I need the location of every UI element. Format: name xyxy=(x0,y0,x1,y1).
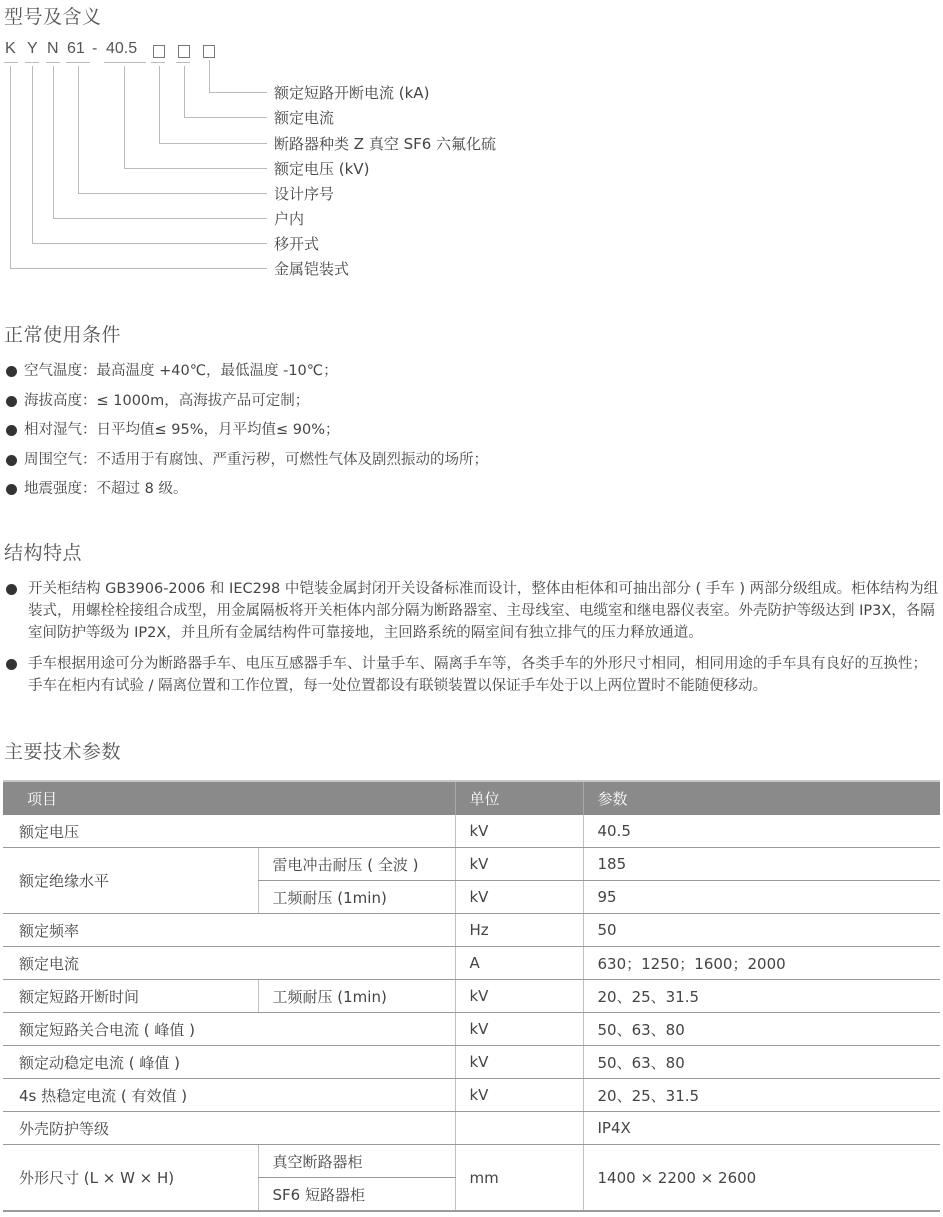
cell-unit: mm xyxy=(455,1145,583,1212)
cell-value: 50、63、80 xyxy=(583,1013,940,1046)
cell-value: 20、25、31.5 xyxy=(583,1079,940,1112)
table-row xyxy=(3,1112,940,1145)
header-item: 项目 xyxy=(3,781,455,815)
table-row xyxy=(3,1013,940,1046)
cell-item: 额定绝缘水平 xyxy=(3,848,258,914)
underline xyxy=(176,62,190,63)
cell-sub-item: SF6 短路器柜 xyxy=(258,1178,455,1212)
condition-seismic: 地震强度：不超过 8 级。 xyxy=(24,481,188,497)
table-header-row xyxy=(3,781,940,815)
cell-unit: kV xyxy=(455,881,583,914)
list-item xyxy=(6,360,488,390)
connector-line xyxy=(32,243,267,244)
label-rated-current: 额定电流 xyxy=(274,109,335,127)
model-code-diagram xyxy=(0,36,560,286)
cell-unit: kV xyxy=(455,1046,583,1079)
table-row xyxy=(3,1145,940,1178)
cell-sub-item: 雷电冲击耐压 ( 全波 ) xyxy=(258,848,455,881)
cell-sub-item: 真空断路器柜 xyxy=(258,1145,455,1178)
placeholder-box-breaker xyxy=(153,45,165,58)
cell-item: 4s 热稳定电流 ( 有效值 ) xyxy=(3,1079,455,1112)
feature-structure: 开关柜结构 GB3906-2006 和 IEC298 中铠装金属封闭开关设备标准而设计，整体由柜体和可抽出部分 ( 手车 ) 两部分级组成。柜体结构为组装式，用螺栓栓接组合成型，用金属隔板将开关柜体内部分隔为断路器室、主母线室、电缆室和继电器仪表室。外壳防护等级达到 IP3X，各隔室间防护等级为 IP2X，并且所有金属结构件可靠接地，主回路系统的隔室间有独立排气的压力释放通道。 xyxy=(28,581,939,641)
cell-value: 40.5 xyxy=(583,815,940,848)
connector-line xyxy=(53,218,267,219)
label-breaker-type: 断路器种类 Z 真空 SF6 六氟化硫 xyxy=(274,135,497,153)
placeholder-box-current xyxy=(178,45,190,58)
label-metal-clad: 金属铠装式 xyxy=(274,260,350,278)
table-row xyxy=(3,848,940,881)
cell-value: IP4X xyxy=(583,1112,940,1145)
connector-line xyxy=(32,66,33,243)
bullet-icon xyxy=(6,396,17,407)
code-seq: 61 xyxy=(67,40,85,57)
cell-unit: kV xyxy=(455,815,583,848)
table-row xyxy=(3,815,940,848)
cell-sub-item: 工频耐压 (1min) xyxy=(258,980,455,1013)
cell-value: 20、25、31.5 xyxy=(583,980,940,1013)
condition-altitude: 海拔高度：≤ 1000m，高海拔产品可定制； xyxy=(24,392,310,409)
bullet-icon xyxy=(6,455,17,466)
cell-item: 外壳防护等级 xyxy=(3,1112,455,1145)
connector-line xyxy=(78,66,79,193)
cell-value: 95 xyxy=(583,881,940,914)
cell-value: 630；1250；1600；2000 xyxy=(583,947,940,980)
condition-humidity: 相对湿气：日平均值≤ 95%，月平均值≤ 90%； xyxy=(24,422,340,438)
cell-value: 50 xyxy=(583,914,940,947)
underline xyxy=(4,62,18,63)
bullet-icon xyxy=(6,584,17,595)
cell-value: 1400 × 2200 × 2600 xyxy=(583,1145,940,1212)
params-section-title: 主要技术参数 xyxy=(4,741,122,763)
list-item xyxy=(6,449,488,479)
list-item xyxy=(6,419,488,449)
cell-item: 额定短路关合电流 ( 峰值 ) xyxy=(3,1013,455,1046)
label-withdrawable: 移开式 xyxy=(274,235,320,253)
underline xyxy=(46,62,60,63)
connector-line xyxy=(10,268,267,269)
table-row xyxy=(3,1046,940,1079)
features-list xyxy=(6,578,941,706)
underline xyxy=(25,62,39,63)
cell-item: 额定电压 xyxy=(3,815,455,848)
cell-unit xyxy=(455,1112,583,1145)
underline xyxy=(104,62,146,63)
bullet-icon xyxy=(6,484,17,495)
cell-unit: A xyxy=(455,947,583,980)
code-n: N xyxy=(47,40,59,57)
connector-line xyxy=(53,66,54,218)
label-breaking-current: 额定短路开断电流 (kA) xyxy=(274,84,430,102)
placeholder-box-breaking xyxy=(203,45,215,58)
code-k: K xyxy=(5,40,16,57)
model-section-title: 型号及含义 xyxy=(4,6,102,28)
underline xyxy=(151,62,165,63)
code-voltage: 40.5 xyxy=(106,40,138,57)
list-item xyxy=(6,653,941,697)
label-indoor: 户内 xyxy=(274,210,305,228)
cell-item: 额定频率 xyxy=(3,914,455,947)
cell-unit: kV xyxy=(455,1013,583,1046)
bullet-icon xyxy=(6,366,17,377)
connector-line xyxy=(159,143,267,144)
underline xyxy=(66,62,90,63)
connector-line xyxy=(78,193,267,194)
conditions-section-title: 正常使用条件 xyxy=(4,324,122,346)
conditions-list xyxy=(6,360,488,508)
features-section-title: 结构特点 xyxy=(4,542,83,564)
feature-trolley: 手车根据用途可分为断路器手车、电压互感器手车、计量手车、隔离手车等，各类手车的外形尺寸相同，相同用途的手车具有良好的互换性；手车在柜内有试验 / 隔离位置和工作位置，每一处位置都设有联锁装置以保证手车处于以上两位置时不能随便移动。 xyxy=(28,656,927,694)
connector-line xyxy=(124,66,125,168)
cell-unit: kV xyxy=(455,1079,583,1112)
list-item xyxy=(6,478,488,508)
table-row xyxy=(3,1079,940,1112)
connector-line xyxy=(10,66,11,268)
cell-unit: kV xyxy=(455,980,583,1013)
cell-sub-item: 工频耐压 (1min) xyxy=(258,881,455,914)
cell-value: 185 xyxy=(583,848,940,881)
connector-line xyxy=(184,117,267,118)
connector-line xyxy=(159,66,160,143)
list-item xyxy=(6,390,488,420)
connector-line xyxy=(209,60,210,92)
list-item xyxy=(6,578,941,644)
cell-item: 额定短路开断时间 xyxy=(3,980,258,1013)
code-dash: - xyxy=(92,40,98,57)
cell-item: 额定动稳定电流 ( 峰值 ) xyxy=(3,1046,455,1079)
header-value: 参数 xyxy=(583,781,940,815)
condition-air-temp: 空气温度：最高温度 +40℃，最低温度 -10℃； xyxy=(24,363,338,379)
table-row xyxy=(3,914,940,947)
table-row xyxy=(3,947,940,980)
code-y: Y xyxy=(27,40,38,57)
cell-value: 50、63、80 xyxy=(583,1046,940,1079)
bullet-icon xyxy=(6,659,17,670)
connector-line xyxy=(124,168,267,169)
condition-ambient-air: 周围空气：不适用于有腐蚀、严重污秽，可燃性气体及剧烈振动的场所； xyxy=(24,451,488,468)
cell-item: 外形尺寸 (L × W × H) xyxy=(3,1145,258,1212)
cell-item: 额定电流 xyxy=(3,947,455,980)
label-design-seq: 设计序号 xyxy=(274,185,335,203)
cell-unit: kV xyxy=(455,848,583,881)
cell-unit: Hz xyxy=(455,914,583,947)
table-row xyxy=(3,980,940,1013)
spec-table xyxy=(3,780,940,1212)
label-rated-voltage: 额定电压 (kV) xyxy=(274,160,370,178)
header-unit: 单位 xyxy=(455,781,583,815)
bullet-icon xyxy=(6,425,17,436)
connector-line xyxy=(184,66,185,117)
connector-line xyxy=(209,92,267,93)
